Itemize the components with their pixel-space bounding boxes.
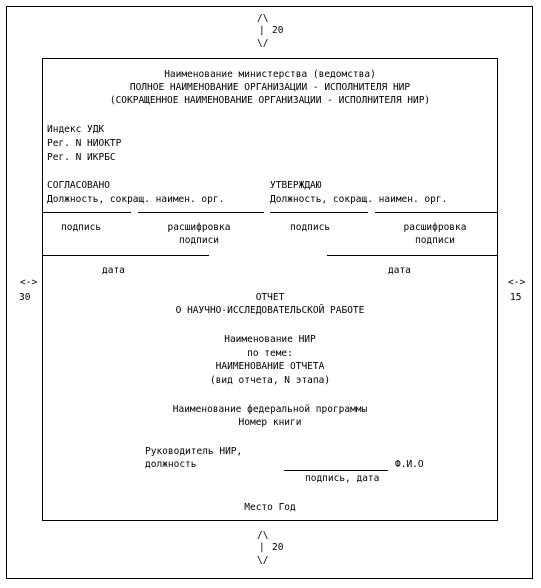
- program-name: Наименование федеральной программы: [172, 404, 368, 415]
- udk-index: Индекс УДК: [47, 124, 105, 135]
- date-caption-left: дата: [102, 265, 125, 276]
- report-kind: (вид отчета, N этапа): [209, 375, 331, 386]
- approve-label: УТВЕРЖДАЮ: [270, 180, 322, 191]
- date-line-left: [43, 255, 209, 256]
- decoding-caption-right-1: расшифровка: [403, 222, 467, 233]
- organization-short-name: (СОКРАЩЕННОЕ НАИМЕНОВАНИЕ ОРГАНИЗАЦИИ - ИСПОЛНИТЕЛЯ НИР): [109, 95, 431, 106]
- signature-line-right: [270, 212, 368, 213]
- report-subtitle: О НАУЧНО-ИССЛЕДОВАТЕЛЬСКОЙ РАБОТЕ: [175, 305, 365, 316]
- signature-caption-right: подпись: [290, 222, 331, 233]
- bottom-margin-arrow-down: \/: [257, 555, 269, 566]
- niokr-reg: Рег. N НИОКТР: [47, 138, 122, 149]
- ikrbs-reg: Рег. N ИКРБС: [47, 152, 116, 163]
- decoding-caption-left-2: подписи: [178, 235, 220, 246]
- signature-caption-left: подпись: [61, 222, 102, 233]
- left-margin-arrow: <->: [20, 277, 38, 288]
- manager-fio: Ф.И.О: [395, 459, 424, 470]
- top-margin-value: 20: [272, 25, 284, 36]
- decoding-caption-left-1: расшифровка: [167, 222, 231, 233]
- bottom-margin-value: 20: [272, 542, 284, 553]
- organization-full-name: ПОЛНОЕ НАИМЕНОВАНИЕ ОРГАНИЗАЦИИ - ИСПОЛНИТЕЛЯ НИР: [129, 82, 411, 93]
- right-margin-arrow: <->: [508, 277, 526, 288]
- manager-title: Руководитель НИР,: [145, 446, 243, 457]
- top-margin-bar: |: [259, 25, 265, 36]
- top-margin-arrow: /\: [257, 13, 269, 24]
- decoding-caption-right-2: подписи: [414, 235, 456, 246]
- decoding-line-right: [375, 212, 497, 213]
- manager-signature-line: [284, 470, 388, 471]
- bottom-margin-arrow: /\: [257, 530, 269, 541]
- right-margin-value: 15: [510, 292, 522, 303]
- manager-position: должность: [145, 459, 197, 470]
- position-left: Должность, сокращ. наимен. орг.: [47, 194, 225, 205]
- nir-name: Наименование НИР: [224, 334, 316, 345]
- date-caption-right: дата: [388, 265, 411, 276]
- report-title: ОТЧЕТ: [255, 292, 285, 303]
- report-name: НАИМЕНОВАНИЕ ОТЧЕТА: [215, 361, 325, 372]
- manager-sign-date: подпись, дата: [305, 473, 380, 484]
- topic-label: по теме:: [247, 348, 293, 359]
- decoding-line-left: [138, 212, 264, 213]
- top-margin-arrow-down: \/: [257, 38, 269, 49]
- bottom-margin-bar: |: [259, 542, 265, 553]
- place-year: Место Год: [244, 502, 296, 513]
- ministry-name: Наименование министерства (ведомства): [164, 69, 376, 80]
- title-page: [42, 58, 498, 521]
- book-number: Номер книги: [238, 417, 302, 428]
- agreed-label: СОГЛАСОВАНО: [47, 180, 110, 191]
- date-line-right: [327, 255, 497, 256]
- signature-line-left: [43, 212, 131, 213]
- position-right: Должность, сокращ. наимен. орг.: [270, 194, 448, 205]
- left-margin-value: 30: [19, 292, 31, 303]
